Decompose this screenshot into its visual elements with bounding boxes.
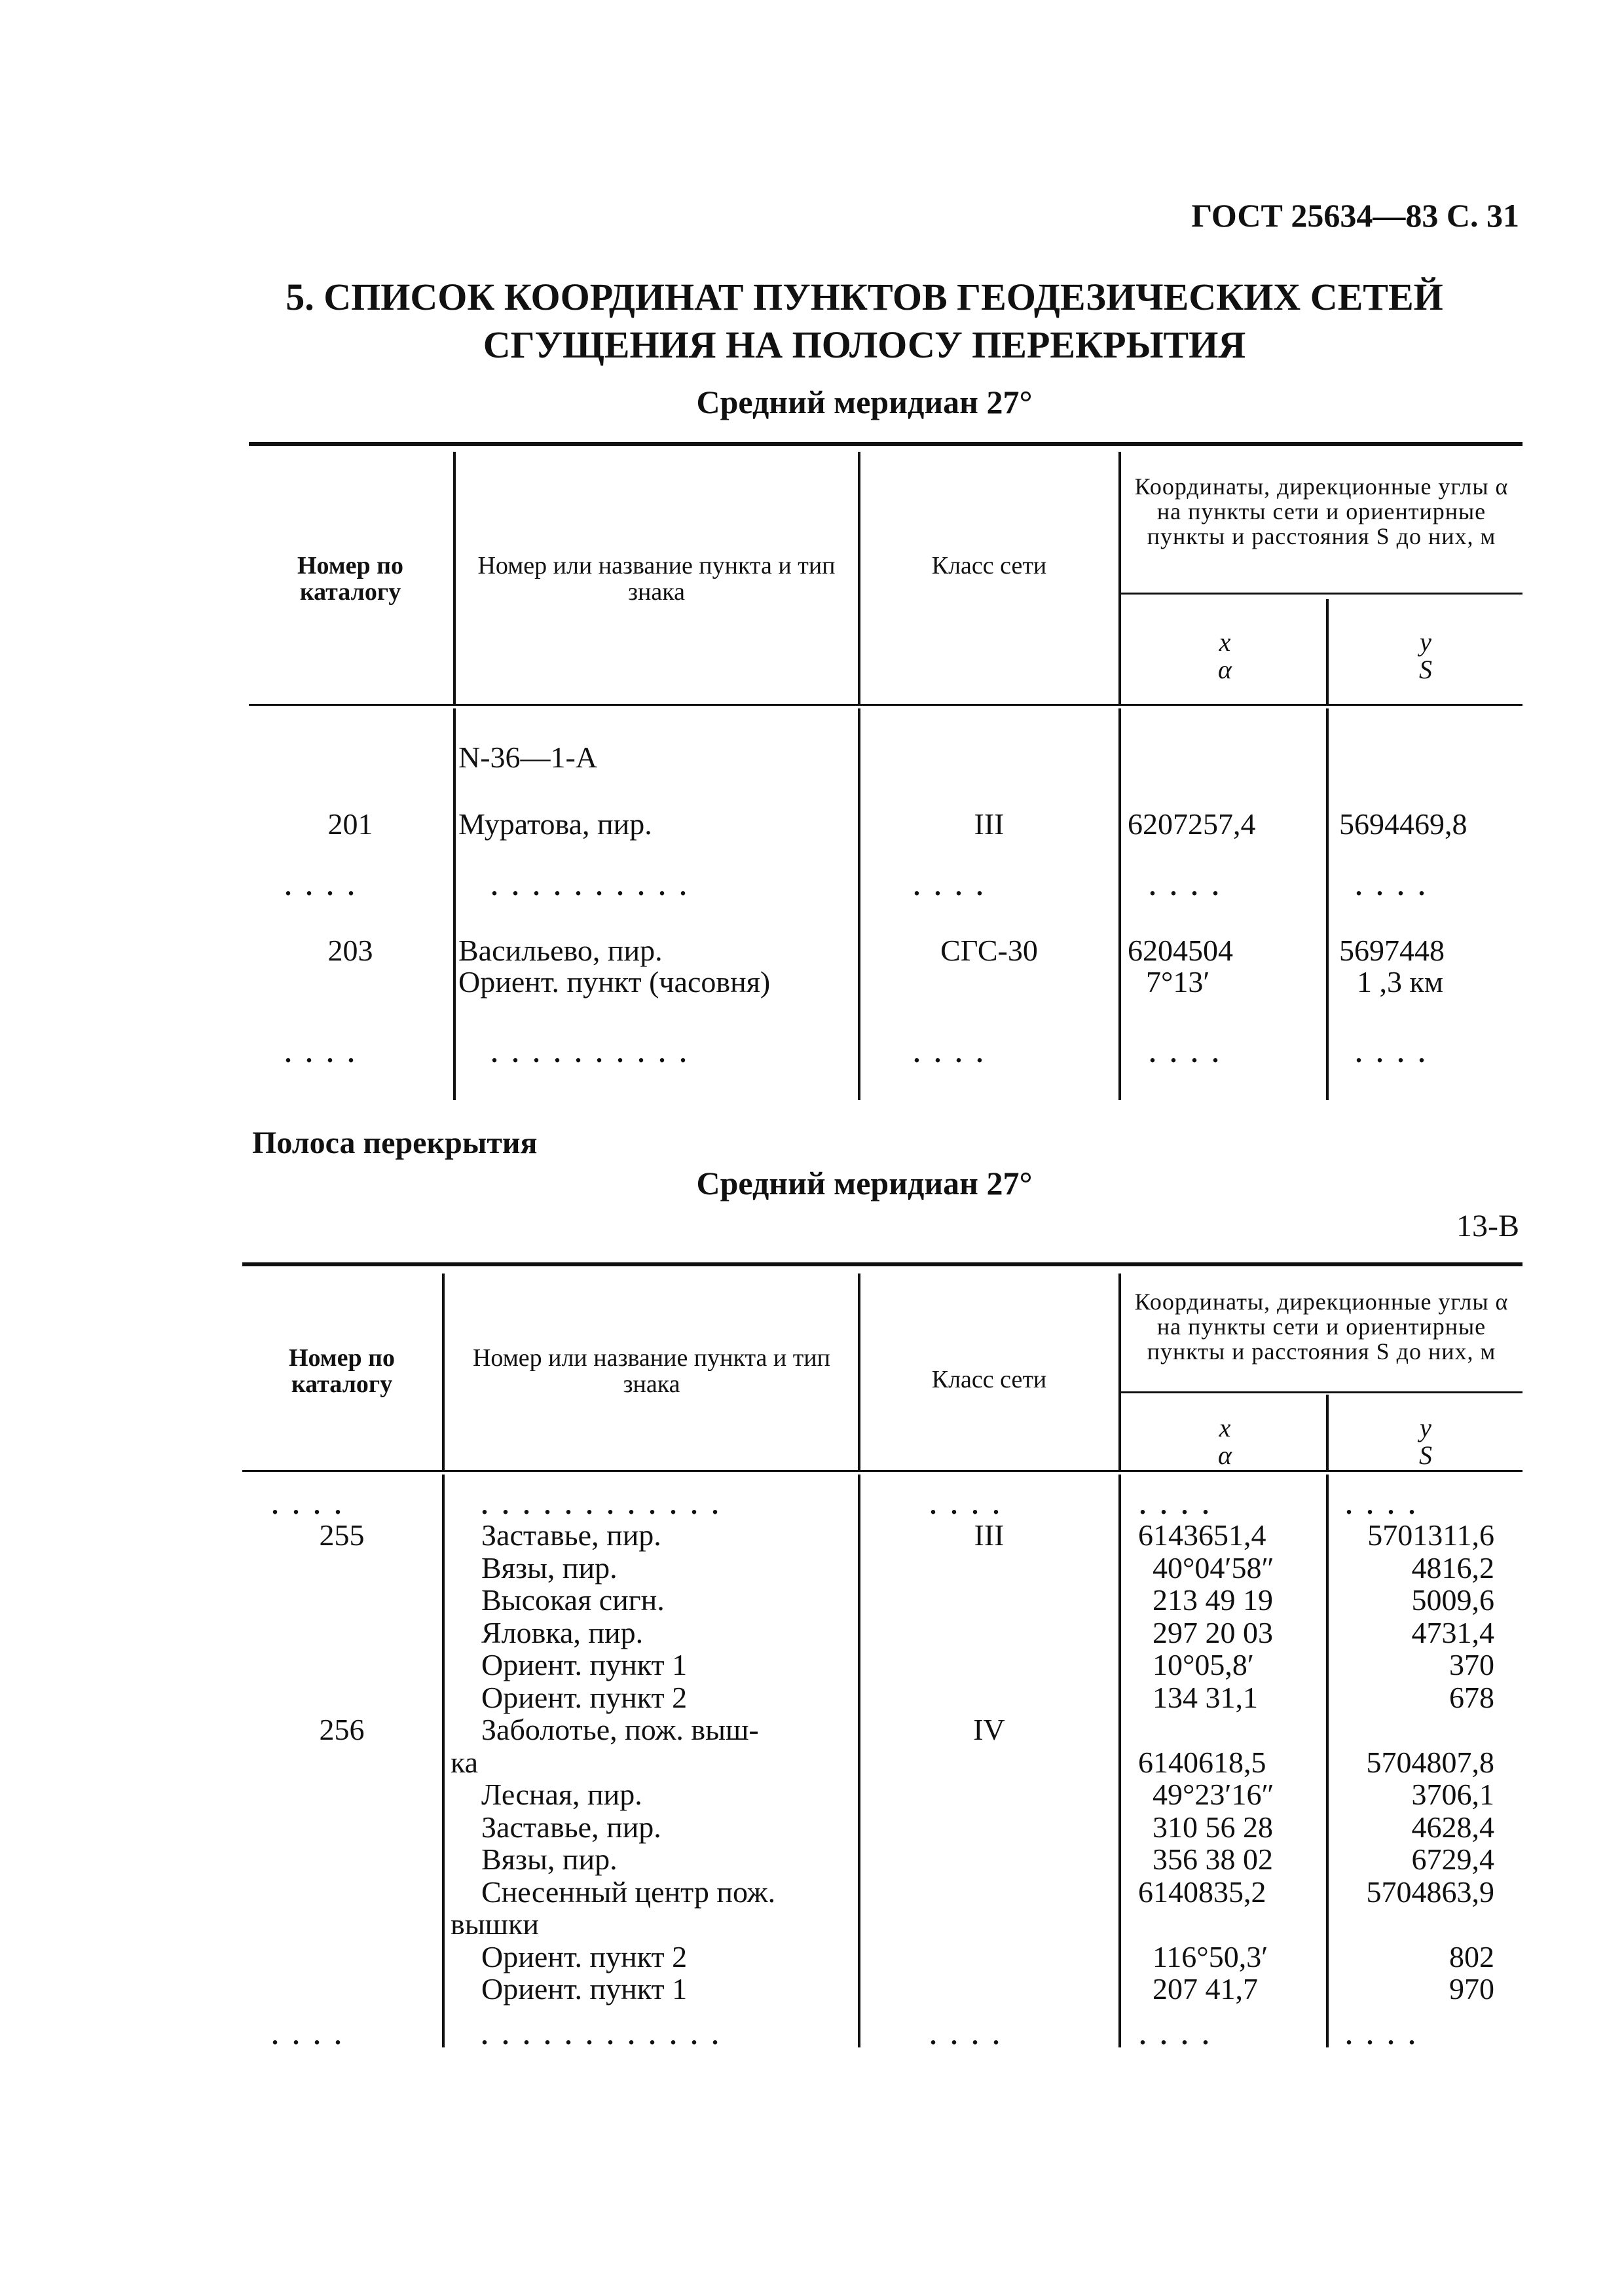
- page-header-gost: ГОСТ 25634—83 С. 31: [1191, 197, 1519, 234]
- table-row-cell-name: Ориент. пункт 2: [481, 1681, 688, 1714]
- table-row-orient-y: 1 ,3 км: [1357, 965, 1443, 999]
- table-row-cell-x-alpha: 49°23′16″: [1153, 1778, 1274, 1811]
- table2-vrule: [1326, 1395, 1329, 1470]
- table-row-cell-y-s: 5701311,6: [1367, 1518, 1494, 1552]
- table-row-cell-name: вышки: [451, 1907, 540, 1941]
- table-row-cell-name: Заставье, пир.: [481, 1518, 661, 1552]
- table-row-cell-x-alpha: 116°50,3′: [1153, 1940, 1268, 1973]
- table1-vrule: [858, 452, 860, 704]
- table-row-cell-class: IV: [973, 1713, 1005, 1746]
- table-row-cell-name: Заболотье, пож. выш-: [481, 1713, 759, 1746]
- ellipsis-row: . . . . . . . . . . . .: [481, 1490, 722, 1520]
- table2-header-rule: [242, 1470, 1522, 1472]
- table-row-cell-y-s: 970: [1449, 1972, 1494, 2006]
- table-row-cell-catalog: 256: [319, 1713, 365, 1746]
- col-catalog-header: Номер по каталогу: [288, 1344, 396, 1398]
- ellipsis-row: . . . .: [285, 1038, 358, 1068]
- table-row-cell-x-alpha: 6140618,5: [1138, 1746, 1266, 1779]
- ellipsis-row: . . . .: [1346, 1490, 1419, 1520]
- table-row-cell-x-alpha: 213 49 19: [1153, 1583, 1273, 1617]
- col-coords-header: Координаты, дирекционные углы α на пункты сети и ориентирные пункты и расстояния S до них, м: [1134, 1289, 1509, 1365]
- section-overlap-caption: Полоса перекрытия: [252, 1126, 538, 1160]
- sheet-label: N-36—1-А: [458, 741, 598, 774]
- col-x-header: [1125, 1414, 1325, 1469]
- table-row-cell-name: Ориент. пункт 1: [481, 1972, 688, 2006]
- section-title-line2: СГУЩЕНИЯ НА ПОЛОСУ ПЕРЕКРЫТИЯ: [483, 323, 1246, 366]
- table-row-cell-name: Вязы, пир.: [481, 1551, 618, 1585]
- table1-top-rule: [249, 442, 1522, 446]
- table1-vrule: [1118, 452, 1121, 704]
- ellipsis-row: . . . . . . . . . . . .: [481, 2021, 722, 2050]
- table-row-cell-y-s: 370: [1449, 1648, 1494, 1681]
- ellipsis-row: . . . .: [1139, 1490, 1213, 1520]
- table-row-201-x: 6207257,4: [1128, 807, 1256, 841]
- table2-vrule: [858, 1475, 860, 2047]
- table-row-cell-name: Яловка, пир.: [481, 1616, 644, 1649]
- table1-vrule: [1326, 599, 1329, 704]
- table-row-203-class: СГС-30: [940, 934, 1038, 967]
- table2-vrule: [1118, 1274, 1121, 1470]
- section-title-line1: 5. СПИСОК КООРДИНАТ ПУНКТОВ ГЕОДЕЗИЧЕСКИХ СЕТЕЙ: [286, 276, 1443, 318]
- ellipsis-row: . . . .: [285, 871, 358, 901]
- meridian-caption-1: Средний меридиан 27°: [696, 384, 1033, 420]
- x-symbol: x: [1219, 627, 1231, 657]
- col-catalog-header: Номер по каталогу: [297, 552, 404, 606]
- table-row-cell-y-s: 5704807,8: [1366, 1746, 1494, 1779]
- table-row-cell-y-s: 4816,2: [1411, 1551, 1494, 1585]
- table-row-cell-x-alpha: 297 20 03: [1153, 1616, 1273, 1649]
- table-row-cell-x-alpha: 6143651,4: [1138, 1518, 1266, 1552]
- table-row-201-class: III: [974, 807, 1005, 841]
- table-row-203-name: Васильево, пир.: [458, 934, 663, 967]
- table-row-cell-name: ка: [451, 1746, 479, 1779]
- table-row-cell-catalog: 255: [319, 1518, 365, 1552]
- table-row-203-x: 6204504: [1128, 934, 1233, 967]
- table2-vrule: [858, 1274, 860, 1470]
- alpha-symbol: α: [1218, 655, 1232, 684]
- table-row-cell-name: Высокая сигн.: [481, 1583, 665, 1617]
- table2-vrule: [1118, 1475, 1121, 2047]
- ellipsis-row: . . . .: [930, 2021, 1003, 2050]
- col-y-header: [1331, 629, 1521, 684]
- ellipsis-row: . . . .: [930, 1490, 1003, 1520]
- col-coords-header: Координаты, дирекционные углы α на пункты сети и ориентирные пункты и расстояния S до них, м: [1134, 473, 1509, 549]
- col-class-header: Класс сети: [931, 1366, 1047, 1393]
- table-row-orient-name: Ориент. пункт (часовня): [458, 965, 771, 999]
- table-row-cell-x-alpha: 207 41,7: [1153, 1972, 1258, 2006]
- col-y-header: [1331, 1414, 1521, 1469]
- table-row-cell-name: Заставье, пир.: [481, 1810, 661, 1844]
- y-symbol: y: [1420, 627, 1431, 657]
- table2-vrule: [442, 1475, 445, 2047]
- table1-vrule: [453, 452, 456, 704]
- table2-top-rule: [242, 1262, 1522, 1266]
- ellipsis-row: . . . .: [1356, 871, 1429, 901]
- ellipsis-row: . . . .: [1356, 1038, 1429, 1068]
- ellipsis-row: . . . .: [1149, 871, 1223, 901]
- table-row-cell-x-alpha: 6140835,2: [1138, 1875, 1266, 1909]
- ellipsis-row: . . . . . . . . . .: [491, 1038, 690, 1068]
- table-row-cell-x-alpha: 40°04′58″: [1153, 1551, 1274, 1585]
- table1-vrule: [858, 708, 860, 1100]
- table-row-203-y: 5697448: [1339, 934, 1445, 967]
- meridian-caption-2: Средний меридиан 27°: [696, 1165, 1033, 1201]
- table1-coords-subrule: [1121, 593, 1522, 595]
- s-symbol: S: [1419, 1440, 1432, 1470]
- table-row-cell-x-alpha: 356 38 02: [1153, 1842, 1273, 1876]
- table-row-cell-name: Ориент. пункт 2: [481, 1940, 688, 1973]
- table-row-cell-name: Снесенный центр пож.: [481, 1875, 776, 1909]
- table1-vrule: [453, 708, 456, 1100]
- x-symbol: x: [1219, 1413, 1231, 1442]
- table-row-cell-y-s: 678: [1449, 1681, 1494, 1714]
- table-row-201-num: 201: [327, 807, 373, 841]
- ellipsis-row: . . . . . . . . . .: [491, 871, 690, 901]
- table-row-cell-name: Ориент. пункт 1: [481, 1648, 688, 1681]
- table2-coords-subrule: [1121, 1391, 1522, 1393]
- col-x-header: [1125, 629, 1325, 684]
- table-row-cell-y-s: 802: [1449, 1940, 1494, 1973]
- y-symbol: y: [1420, 1413, 1431, 1442]
- table-row-cell-y-s: 4731,4: [1411, 1616, 1494, 1649]
- table-row-201-name: Муратова, пир.: [458, 807, 652, 841]
- table-row-orient-x: 7°13′: [1146, 965, 1210, 999]
- ellipsis-row: . . . .: [272, 1490, 345, 1520]
- table-row-203-num: 203: [327, 934, 373, 967]
- col-class-header: Класс сети: [931, 552, 1047, 579]
- table-row-cell-x-alpha: 134 31,1: [1153, 1681, 1258, 1714]
- ellipsis-row: . . . .: [272, 2021, 345, 2050]
- table-row-cell-x-alpha: 310 56 28: [1153, 1810, 1273, 1844]
- table-row-cell-y-s: 3706,1: [1411, 1778, 1494, 1811]
- table2-vrule: [442, 1274, 445, 1470]
- table-row-cell-class: III: [974, 1518, 1005, 1552]
- ellipsis-row: . . . .: [913, 871, 987, 901]
- table-row-cell-name: Лесная, пир.: [481, 1778, 642, 1811]
- ellipsis-row: . . . .: [1149, 1038, 1223, 1068]
- ellipsis-row: . . . .: [1346, 2021, 1419, 2050]
- table1-vrule: [1118, 708, 1121, 1100]
- table1-header-rule: [249, 704, 1522, 706]
- table-row-cell-name: Вязы, пир.: [481, 1842, 618, 1876]
- ellipsis-row: . . . .: [913, 1038, 987, 1068]
- table-row-201-y: 5694469,8: [1339, 807, 1467, 841]
- sheet-id: 13-В: [1456, 1209, 1519, 1243]
- col-name-header: Номер или название пункта и тип знака: [472, 1344, 830, 1398]
- alpha-symbol: α: [1218, 1440, 1232, 1470]
- table-row-cell-x-alpha: 10°05,8′: [1153, 1648, 1254, 1681]
- table-row-cell-y-s: 5009,6: [1411, 1583, 1494, 1617]
- table2-vrule: [1326, 1475, 1329, 2047]
- ellipsis-row: . . . .: [1139, 2021, 1213, 2050]
- table-row-cell-y-s: 5704863,9: [1366, 1875, 1494, 1909]
- table1-vrule: [1326, 708, 1329, 1100]
- table-row-cell-y-s: 6729,4: [1411, 1842, 1494, 1876]
- table-row-cell-y-s: 4628,4: [1411, 1810, 1494, 1844]
- col-name-header: Номер или название пункта и тип знака: [477, 552, 836, 606]
- s-symbol: S: [1419, 655, 1432, 684]
